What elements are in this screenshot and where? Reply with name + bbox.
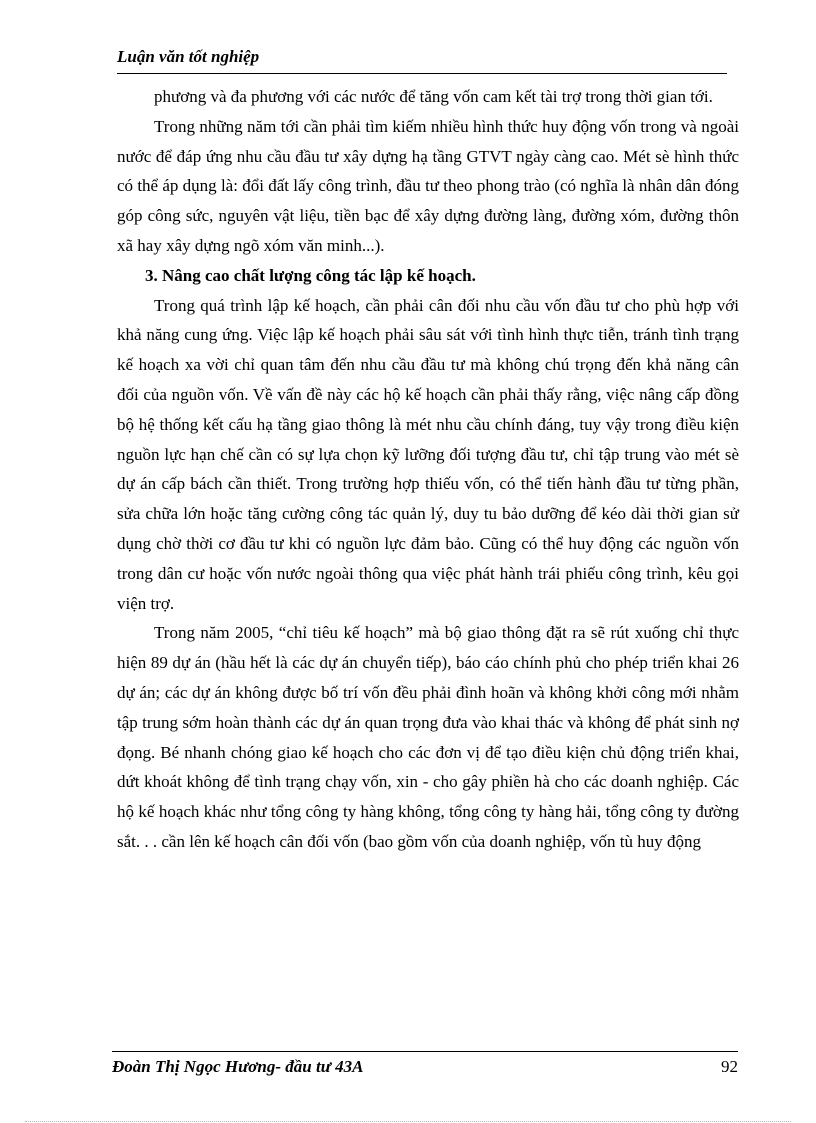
paragraph: Trong năm 2005, “chỉ tiêu kế hoạch” mà bộ giao thông đặt ra sẽ rút xuống chỉ thực hiện 89 dự án (hầu hết là các dự án chuyển tiếp), báo cáo chính phủ cho phép triển khai 26 dự án; các dự án không được bố trí vốn đều phải đình hoãn và không khởi công mới nhằm tập trung sớm hoàn thành các dự án quan trọng đưa vào khai thác và không để phát sinh nợ đọng. Bé nhanh chóng giao kế hoạch cho các đơn vị để tạo điều kiện chủ động triển khai, dứt khoát không để tình trạng chạy vốn, xin - cho gây phiền hà cho các doanh nghiệp. Các hộ kế hoạch khác như tổng công ty hàng không, tổng công ty hàng hải, tổng công ty đường sắt. . . cần lên kế hoạch cân đối vốn (bao gồm vốn của doanh nghiệp, vốn tù huy động	[117, 623, 739, 851]
section-heading: 3. Nâng cao chất lượng công tác lập kế hoạch.	[145, 265, 476, 285]
body-text	[117, 82, 739, 857]
page-footer	[112, 1051, 738, 1077]
header-title: Luận văn tốt nghiệp	[117, 47, 260, 66]
page-number: 92	[721, 1057, 738, 1076]
page-edge-divider	[25, 1121, 791, 1122]
footer-author: Đoàn Thị Ngọc Hương- đầu tư 43A	[112, 1057, 364, 1076]
running-header	[117, 47, 727, 74]
paragraph-continued: phương và đa phương với các nước để tăng vốn cam kết tài trợ trong thời gian tới.	[154, 87, 713, 106]
paragraph: Trong những năm tới cần phải tìm kiếm nhiều hình thức huy động vốn trong và ngoài nước để đáp ứng nhu cầu đầu tư xây dựng hạ tầng GTVT ngày càng cao. Mét sè hình thức có thể áp dụng là: đổi đất lấy công trình, đầu tư theo phong trào (có nghĩa là nhân dân đóng góp công sức, nguyên vật liệu, tiền bạc để xây dựng đường làng, đường xóm, đường thôn xã hay xây dựng ngõ xóm văn minh...).	[117, 116, 739, 255]
paragraph: Trong quá trình lập kế hoạch, cần phải cân đối nhu cầu vốn đầu tư cho phù hợp với khả năng cung ứng. Việc lập kế hoạch phải sâu sát với tình hình thực tiễn, tránh tình trạng kế hoạch xa vời chỉ quan tâm đến nhu cầu đầu tư mà không chú trọng đến khả năng cân đối của nguồn vốn. Về vấn đề này các hộ kế hoạch cần phải thấy rằng, việc nâng cấp đồng bộ hệ thống kết cấu hạ tầng giao thông là mét nhu cầu chính đáng, tuy vậy trong điều kiện nguồn lực hạn chế cần có sự lựa chọn kỹ lưỡng đối tượng đầu tư, chỉ tập trung vào mét sè dự án cấp bách cần thiết. Trong trường hợp thiếu vốn, có thể tiến hành đầu tư từng phần, sửa chữa lớn hoặc tăng cường công tác quản lý, duy tu bảo dưỡng để kéo dài thời gian sử dụng chờ thời cơ đầu tư khi có nguồn lực đảm bảo. Cũng có thể huy động các nguồn vốn trong dân cư hoặc vốn nước ngoài thông qua việc phát hành trái phiếu công trình, kêu gọi viện trợ.	[117, 295, 739, 613]
